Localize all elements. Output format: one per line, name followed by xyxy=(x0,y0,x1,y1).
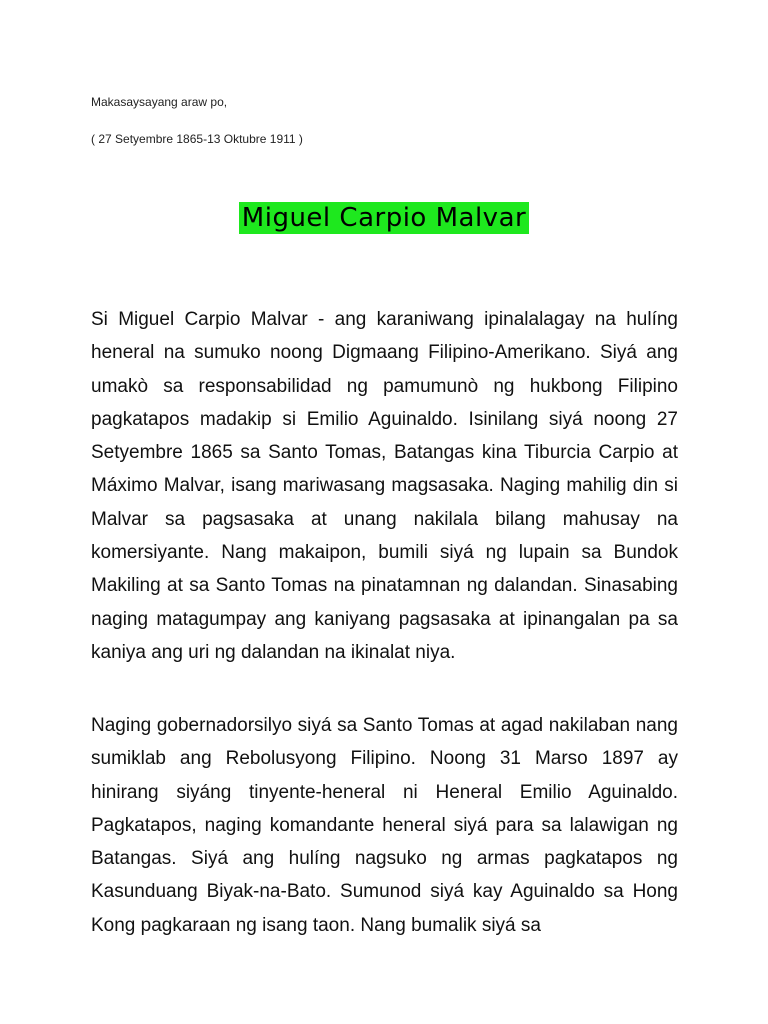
body-paragraph-2: Naging gobernadorsilyo siyá sa Santo Tomas at agad nakilaban nang sumiklab ang Rebolusyong Filipino. Noong 31 Marso 1897 ay hinirang siyáng tinyente-heneral ni Heneral Emilio Aguinaldo. Pagkatapos, naging komandante heneral siyá para sa lalawigan ng Batangas. Siyá ang hulíng nagsuko ng armas pagkatapos ng Kasunduang Biyak-na-Bato. Sumunod siyá kay Aguinaldo sa Hong Kong pagkaraan ng isang taon. Nang bumalik siyá sa xyxy=(91,715,678,936)
body-paragraph-1: Si Miguel Carpio Malvar - ang karaniwang ipinalalagay na hulíng heneral na sumuko noong Digmaang Filipino-Amerikano. Siyá ang umakò sa responsabilidad ng pamumunò ng hukbong Filipino pagkatapos madakip si Emilio Aguinaldo. Isinilang siyá noong 27 Setyembre 1865 sa Santo Tomas, Batangas kina Tiburcia Carpio at Máximo Malvar, isang mariwasang magsasaka. Naging mahilig din si Malvar sa pagsasaka at unang nakilala bilang mahusay na komersiyante. Nang makaipon, bumili siyá ng lupain sa Bundok Makiling at sa Santo Tomas na pinatamnan ng dalandan. Sinasabing naging matagumpay ang kaniyang pagsasaka at ipinangalan pa sa kaniya ang uri ng dalandan na ikinalat niya. xyxy=(91,309,678,663)
greeting-line: Makasaysayang araw po, xyxy=(91,95,228,109)
life-dates-line: ( 27 Setyembre 1865-13 Oktubre 1911 ) xyxy=(91,132,303,146)
title-container xyxy=(0,202,768,234)
document-title: Miguel Carpio Malvar xyxy=(239,202,529,234)
